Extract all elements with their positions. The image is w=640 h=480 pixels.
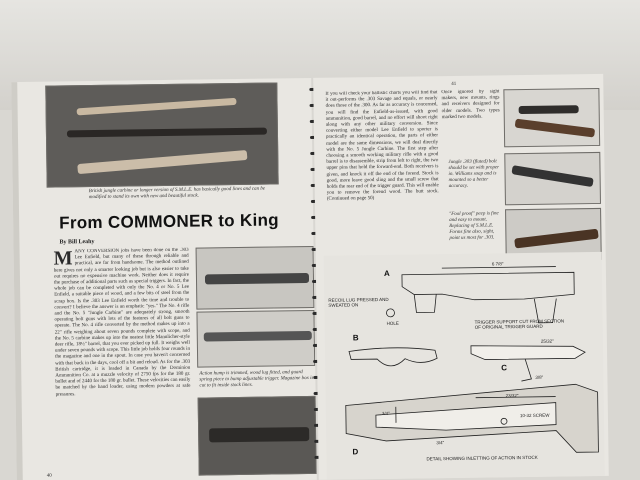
- scope-photo-1: [503, 88, 600, 147]
- action-caption: Action hump is trimmed, wood lug fitted, and guard spring piece to bump adjustable trigger. Magazine box is cut to fit inside stock lines.: [199, 370, 314, 389]
- page-number: 41: [451, 81, 457, 88]
- dim-d2: 23/32": [505, 393, 519, 399]
- action-photo-3: [198, 396, 317, 476]
- action-image: [205, 273, 309, 284]
- recoil-lug-label: RECOIL LUG PRESSED AND SWEATED ON: [328, 296, 389, 308]
- fig-b-guard: [349, 347, 437, 366]
- hole-label: HOLE: [386, 320, 399, 326]
- fig-a-hole: [386, 309, 394, 317]
- article-column-1: [54, 248, 192, 476]
- open-magazine: [11, 74, 609, 480]
- rifle-image: [515, 119, 595, 138]
- scope-image: [519, 105, 579, 114]
- photo-caption: British jungle carbine or longer version of S.M.L.E. has basically good lines and can be modified to stand its own with new and beautiful stock.: [88, 186, 266, 201]
- fig-c-box: [471, 344, 585, 360]
- detail-label: DETAIL SHOWING INLETTING OF ACTION IN STOCK: [426, 454, 538, 462]
- right-page: [313, 74, 609, 480]
- article-column-3: [441, 89, 500, 150]
- fig-d-label: D: [352, 447, 359, 457]
- action-image: [204, 331, 312, 342]
- rifle-image: [514, 229, 599, 249]
- rifle-1-image: [77, 98, 237, 116]
- fig-c-trigger: [521, 359, 531, 381]
- rifles-photo: [45, 82, 278, 187]
- scope-photo-2: [504, 152, 601, 205]
- fig-a-label: A: [383, 268, 390, 278]
- trigger-support-label: TRIGGER SUPPORT CUT FROM SECTION OF ORIGINAL TRIGGER GUARD: [474, 318, 565, 330]
- sidebar-text: Once ignored by sight makers, new mounts, rings and receivers designed for older models. Two types marked two models.: [441, 89, 500, 120]
- dim-d1: 3/4": [381, 410, 390, 417]
- fig-c-label: C: [501, 363, 508, 373]
- left-page: [11, 78, 317, 480]
- article-column-2: [325, 90, 439, 252]
- drop-cap: M: [53, 247, 73, 270]
- fig-a-receiver: [402, 272, 574, 300]
- fig-a-dimension: [442, 267, 556, 269]
- diagram-drawing: [324, 252, 605, 480]
- fig-b-label: B: [352, 333, 359, 343]
- dim-d3: 3/4": [436, 440, 445, 446]
- dim-top: 6 7/8": [491, 261, 504, 267]
- dim-small: 3/8": [535, 374, 544, 380]
- screw-label: 10-32 SCREW: [519, 412, 550, 419]
- page-number: 40: [46, 473, 52, 479]
- rifle-2-image: [67, 128, 267, 138]
- article-text: If you will check your ballistic charts you will find that it out-performs the .303 Savage and equals, or nearly does those of the .300. As far as accuracy is concerned, you will find the Enfield-as-issued, with good ammunition, good barrel, and no effort will shoot right along with any other military conversion. Since converting either model Lee Enfield to sporter is practically an identical operation, the parts of either model are the same dimensions, we will deal directly with the No. 5 Jungle Carbine. The first step after choosing a smooth working military rifle with a good barrel is to disassemble, strip from left to right, the two upper pins that hold the forward-end. Both receivers is given, and knock it off the end of the forend. Stock is good, more leave good sling and the small screw that holds the rear end of the trigger guard. This will enable you to remove the forend wood. The butt stock. (Continued on page 50): [325, 90, 439, 203]
- byline: By Bill Leahy: [59, 239, 95, 246]
- peep-sight-caption: "Fool proof" peep is fine and easy to mount. Replacing of S.M.L.E. Forms fine also, sight, point us most for .303.: [449, 211, 499, 242]
- technical-diagram: [324, 252, 605, 480]
- action-image: [209, 427, 309, 442]
- action-photo-1: [196, 246, 315, 310]
- article-text: ANY CONVERSION jobs have been done on the .303 Lee Enfield, but many of these through reliable and practical, are far from handsome. The method outlined here gives not only a smarter looking job but is also easier to take out requires no expensive machine work. Neither does it require the purchase of additional parts such as special triggers. In fact, the whole job can be completed with only the No. 4 or No. 5 Lee Enfield, a suitable piece of wood, and a few bits of steel from the scrap box. Is the .303 Lee Enfield worth the time and trouble to convert? I believe the answer is an emphatic "yes." The No. 4 rifle and the No. 5 "Jungle Carbine" are adequately strong, smooth operating bolt guns with lots of the features of all bolt guns to operate. The No. 4 rifle converted by the method makes up into a 22" rifle weighing about seven pounds complete with scope, and the No. 5 carbine makes up into the neatest little Mannlicher-style deer rifle, 18½" barrel, that you ever picked up full. It weighs well under seven pounds with scope. This little job holds four rounds in the magazine and one in the spout. In case you haven't concerned with that back in the days, cool off a bit and reload. As for the .303 British cartridge, it is loaded in Canada by the Dominion Ammunition Co. at a muzzle velocity of 2750 fps for the 180 gr. bullet and of 2440 for the 180 gr. bullet. These velocities can easily be matched by the hand loader, using modern powders at safe pressures.: [53, 247, 191, 398]
- action-photo-2: [196, 310, 315, 368]
- article-headline: From COMMONER to King: [59, 210, 280, 233]
- fig-a-recoil-lug: [414, 294, 436, 312]
- scope-image: [511, 165, 593, 187]
- dim-mid: 25/32": [540, 338, 554, 344]
- scope-caption-1: Jungle .303 (fluted) bolt should be set with proper in. Williams soap and is mounted so a better accuracy.: [448, 159, 500, 190]
- rifle-3-image: [77, 150, 247, 174]
